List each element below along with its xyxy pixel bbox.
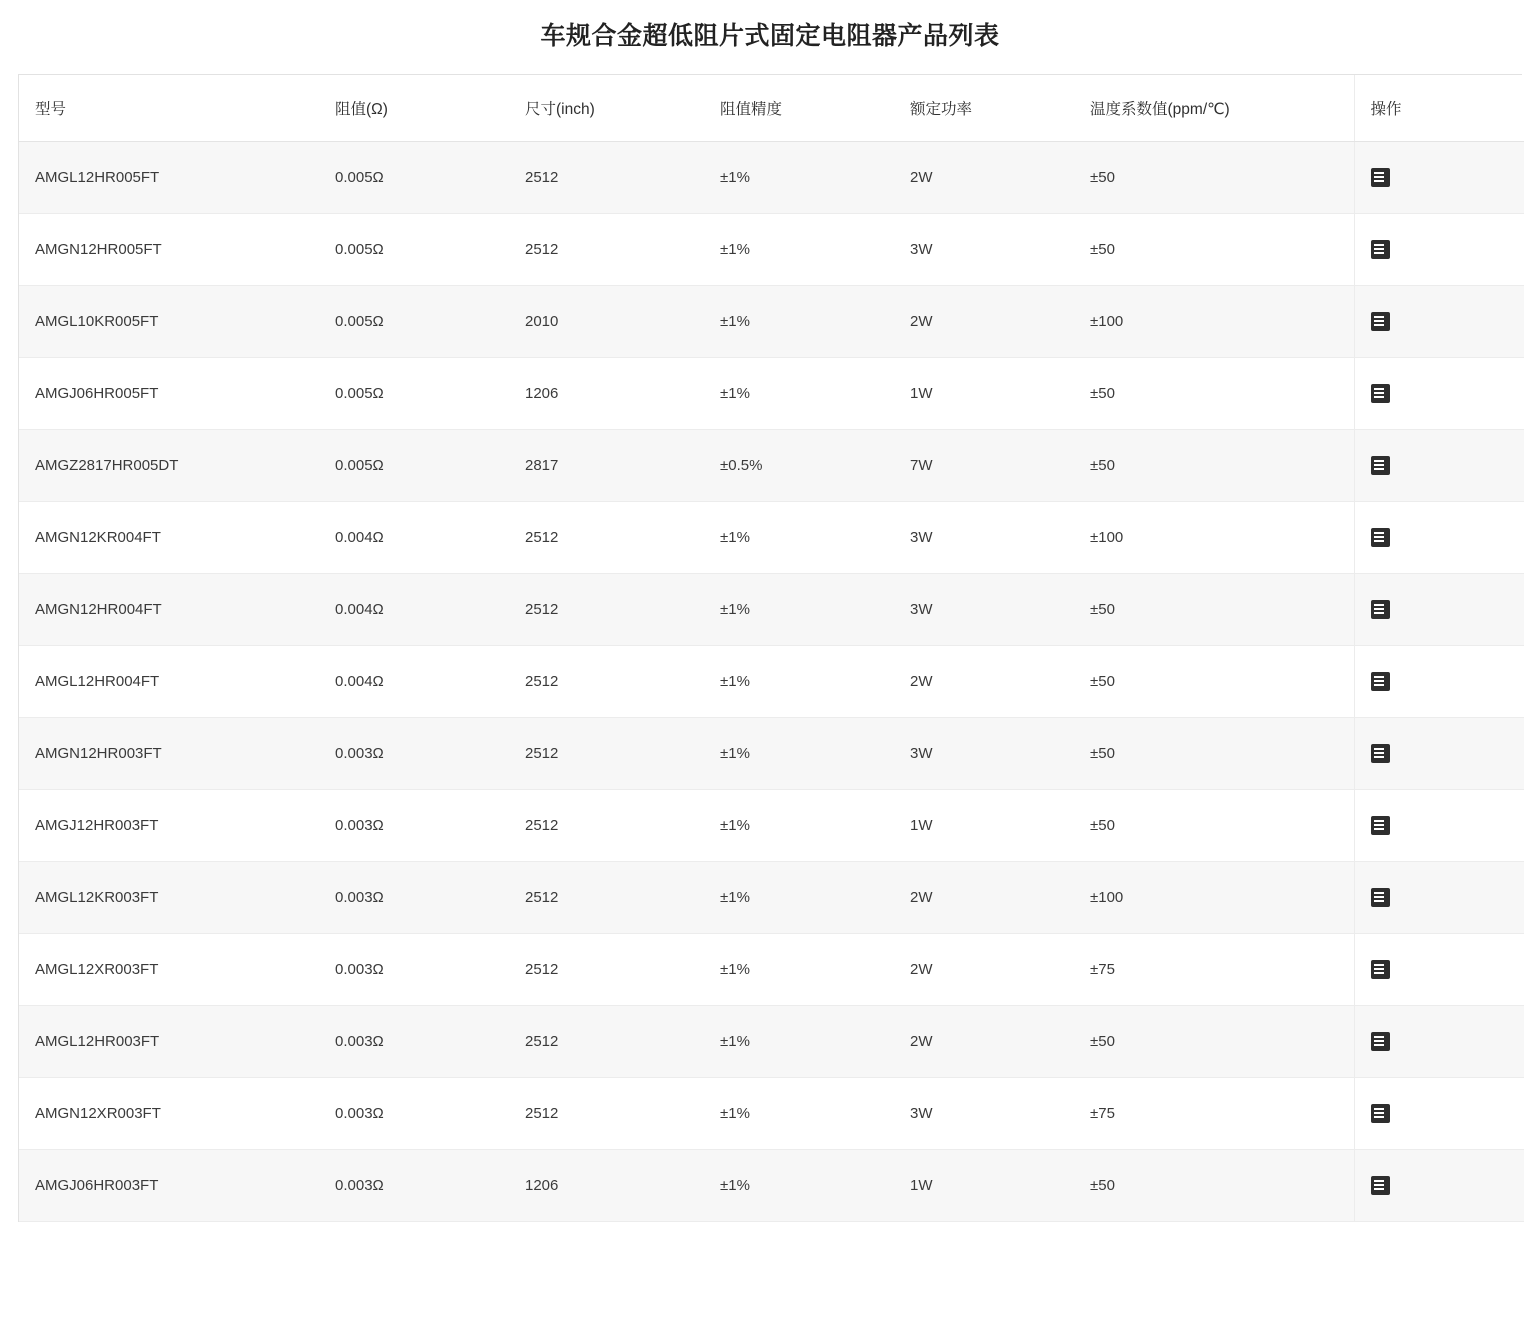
cell-action (1354, 1078, 1524, 1150)
cell-action (1354, 214, 1524, 286)
table-header-row (19, 75, 1524, 142)
document-icon[interactable] (1371, 384, 1390, 403)
cell-tcr: ±50 (1074, 214, 1354, 286)
document-icon[interactable] (1371, 960, 1390, 979)
cell-model: AMGN12XR003FT (19, 1078, 319, 1150)
cell-tolerance: ±1% (704, 1150, 894, 1222)
document-icon[interactable] (1371, 456, 1390, 475)
cell-model: AMGL12HR004FT (19, 646, 319, 718)
table-row (19, 358, 1524, 430)
cell-size: 1206 (509, 1150, 704, 1222)
cell-power: 3W (894, 214, 1074, 286)
document-icon[interactable] (1371, 816, 1390, 835)
cell-resistance: 0.003Ω (319, 1006, 509, 1078)
cell-action (1354, 286, 1524, 358)
cell-power: 2W (894, 862, 1074, 934)
document-icon[interactable] (1371, 168, 1390, 187)
table-row (19, 790, 1524, 862)
cell-model: AMGJ12HR003FT (19, 790, 319, 862)
cell-action (1354, 1150, 1524, 1222)
cell-resistance: 0.005Ω (319, 286, 509, 358)
table-row (19, 862, 1524, 934)
cell-size: 1206 (509, 358, 704, 430)
document-icon[interactable] (1371, 528, 1390, 547)
cell-tolerance: ±0.5% (704, 430, 894, 502)
cell-action (1354, 1006, 1524, 1078)
cell-size: 2512 (509, 1078, 704, 1150)
cell-resistance: 0.003Ω (319, 862, 509, 934)
table-row (19, 574, 1524, 646)
cell-tcr: ±50 (1074, 574, 1354, 646)
cell-action (1354, 862, 1524, 934)
cell-model: AMGN12HR004FT (19, 574, 319, 646)
cell-tolerance: ±1% (704, 862, 894, 934)
cell-action (1354, 790, 1524, 862)
cell-tolerance: ±1% (704, 646, 894, 718)
cell-model: AMGL12XR003FT (19, 934, 319, 1006)
cell-power: 7W (894, 430, 1074, 502)
cell-power: 2W (894, 286, 1074, 358)
cell-size: 2512 (509, 214, 704, 286)
cell-size: 2817 (509, 430, 704, 502)
document-icon[interactable] (1371, 888, 1390, 907)
table-row (19, 502, 1524, 574)
cell-tcr: ±75 (1074, 1078, 1354, 1150)
cell-tcr: ±50 (1074, 1150, 1354, 1222)
document-icon[interactable] (1371, 240, 1390, 259)
table-row (19, 142, 1524, 214)
table-header (19, 75, 1524, 142)
cell-action (1354, 358, 1524, 430)
cell-tolerance: ±1% (704, 358, 894, 430)
cell-size: 2512 (509, 1006, 704, 1078)
cell-tcr: ±50 (1074, 430, 1354, 502)
cell-model: AMGN12HR003FT (19, 718, 319, 790)
cell-size: 2512 (509, 646, 704, 718)
cell-model: AMGJ06HR005FT (19, 358, 319, 430)
cell-tolerance: ±1% (704, 718, 894, 790)
cell-model: AMGL10KR005FT (19, 286, 319, 358)
table-row (19, 934, 1524, 1006)
column-header-resistance: 阻值(Ω) (319, 75, 509, 142)
column-header-size: 尺寸(inch) (509, 75, 704, 142)
cell-power: 1W (894, 358, 1074, 430)
cell-size: 2512 (509, 502, 704, 574)
cell-resistance: 0.005Ω (319, 358, 509, 430)
cell-size: 2512 (509, 142, 704, 214)
column-header-action: 操作 (1354, 75, 1524, 142)
cell-power: 1W (894, 1150, 1074, 1222)
cell-tolerance: ±1% (704, 574, 894, 646)
cell-power: 2W (894, 142, 1074, 214)
cell-model: AMGL12KR003FT (19, 862, 319, 934)
cell-resistance: 0.003Ω (319, 1150, 509, 1222)
table-row (19, 1150, 1524, 1222)
cell-power: 2W (894, 934, 1074, 1006)
cell-resistance: 0.003Ω (319, 790, 509, 862)
cell-power: 1W (894, 790, 1074, 862)
cell-size: 2512 (509, 934, 704, 1006)
column-header-tolerance: 阻值精度 (704, 75, 894, 142)
table-row (19, 214, 1524, 286)
cell-action (1354, 646, 1524, 718)
document-icon[interactable] (1371, 312, 1390, 331)
table-row (19, 1078, 1524, 1150)
cell-action (1354, 574, 1524, 646)
cell-model: AMGZ2817HR005DT (19, 430, 319, 502)
table-row (19, 430, 1524, 502)
cell-action (1354, 718, 1524, 790)
document-icon[interactable] (1371, 1032, 1390, 1051)
cell-tcr: ±100 (1074, 862, 1354, 934)
cell-resistance: 0.005Ω (319, 214, 509, 286)
document-icon[interactable] (1371, 672, 1390, 691)
document-icon[interactable] (1371, 1104, 1390, 1123)
cell-action (1354, 502, 1524, 574)
cell-tolerance: ±1% (704, 142, 894, 214)
table-row (19, 718, 1524, 790)
cell-tolerance: ±1% (704, 214, 894, 286)
column-header-model: 型号 (19, 75, 319, 142)
table-body (19, 142, 1524, 1222)
cell-resistance: 0.004Ω (319, 646, 509, 718)
cell-power: 3W (894, 718, 1074, 790)
cell-model: AMGN12HR005FT (19, 214, 319, 286)
cell-tolerance: ±1% (704, 934, 894, 1006)
cell-tolerance: ±1% (704, 502, 894, 574)
cell-power: 2W (894, 646, 1074, 718)
cell-tolerance: ±1% (704, 1078, 894, 1150)
cell-action (1354, 934, 1524, 1006)
document-icon[interactable] (1371, 1176, 1390, 1195)
cell-size: 2010 (509, 286, 704, 358)
cell-power: 3W (894, 502, 1074, 574)
cell-action (1354, 430, 1524, 502)
cell-tcr: ±50 (1074, 358, 1354, 430)
table-row (19, 286, 1524, 358)
cell-resistance: 0.003Ω (319, 1078, 509, 1150)
cell-resistance: 0.004Ω (319, 502, 509, 574)
cell-tolerance: ±1% (704, 790, 894, 862)
product-table-container (18, 74, 1522, 1222)
table-row (19, 1006, 1524, 1078)
cell-tolerance: ±1% (704, 286, 894, 358)
cell-tcr: ±75 (1074, 934, 1354, 1006)
cell-action (1354, 142, 1524, 214)
page-title: 车规合金超低阻片式固定电阻器产品列表 (540, 22, 1000, 50)
cell-tcr: ±50 (1074, 142, 1354, 214)
cell-model: AMGL12HR005FT (19, 142, 319, 214)
cell-power: 3W (894, 1078, 1074, 1150)
cell-power: 3W (894, 574, 1074, 646)
cell-size: 2512 (509, 718, 704, 790)
column-header-power: 额定功率 (894, 75, 1074, 142)
document-icon[interactable] (1371, 744, 1390, 763)
cell-resistance: 0.003Ω (319, 934, 509, 1006)
cell-tcr: ±100 (1074, 286, 1354, 358)
cell-tcr: ±100 (1074, 502, 1354, 574)
cell-resistance: 0.005Ω (319, 430, 509, 502)
cell-model: AMGN12KR004FT (19, 502, 319, 574)
cell-resistance: 0.003Ω (319, 718, 509, 790)
cell-size: 2512 (509, 790, 704, 862)
cell-model: AMGJ06HR003FT (19, 1150, 319, 1222)
cell-tcr: ±50 (1074, 790, 1354, 862)
cell-power: 2W (894, 1006, 1074, 1078)
product-table (19, 75, 1524, 1222)
cell-resistance: 0.004Ω (319, 574, 509, 646)
document-icon[interactable] (1371, 600, 1390, 619)
column-header-tcr: 温度系数值(ppm/℃) (1074, 75, 1354, 142)
cell-tcr: ±50 (1074, 646, 1354, 718)
table-row (19, 646, 1524, 718)
cell-size: 2512 (509, 574, 704, 646)
cell-tcr: ±50 (1074, 1006, 1354, 1078)
cell-size: 2512 (509, 862, 704, 934)
cell-model: AMGL12HR003FT (19, 1006, 319, 1078)
cell-tcr: ±50 (1074, 718, 1354, 790)
cell-resistance: 0.005Ω (319, 142, 509, 214)
cell-tolerance: ±1% (704, 1006, 894, 1078)
